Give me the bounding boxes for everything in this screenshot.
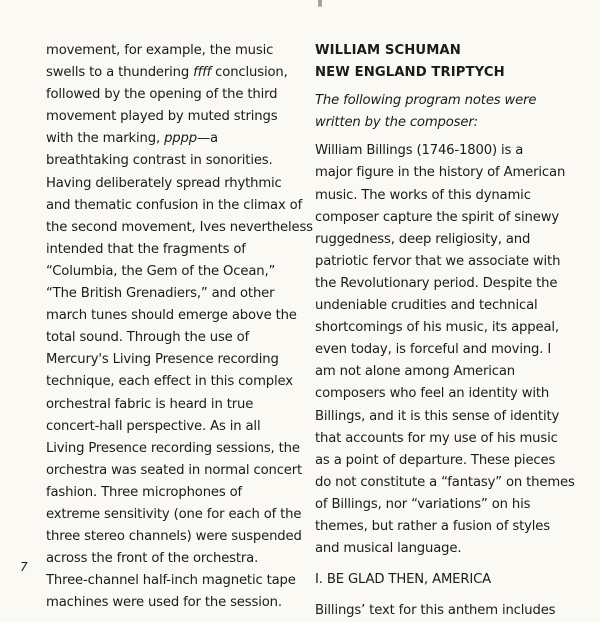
paper-mark <box>318 0 322 7</box>
text-line <box>46 416 298 438</box>
article-title: WILLIAM SCHUMAN <box>315 43 461 58</box>
text-line: and musical language. <box>315 541 462 557</box>
text-line: am not alone among American <box>315 364 516 380</box>
text-segment: conclusion, <box>211 65 288 81</box>
text-line: the Revolutionary period. Despite the <box>315 275 558 291</box>
text-line: ruggedness, deep religiosity, and <box>315 231 531 247</box>
text-line: do not constitute a “fantasy” on themes <box>315 474 575 490</box>
text-line <box>46 327 298 349</box>
text-segment: breathtaking contrast in sonorities. <box>46 153 273 169</box>
text-line: even today, is forceful and moving. I <box>315 342 552 358</box>
text-line <box>46 349 298 371</box>
text-line <box>46 570 298 592</box>
text-line <box>46 394 298 416</box>
text-line: that accounts for my use of his music <box>315 430 558 446</box>
text-segment: march tunes should emerge above the <box>46 308 297 324</box>
intro-text-line: The following program notes were <box>315 93 537 109</box>
text-segment: with the marking, <box>46 131 165 147</box>
text-line <box>46 150 298 172</box>
text-line: Billings, and it is this sense of identity <box>315 408 560 424</box>
text-line <box>46 283 298 305</box>
text-segment: “The British Grenadiers,” and other <box>46 286 275 302</box>
text-segment: three stereo channels) were suspended <box>46 529 302 545</box>
text-line <box>46 371 298 393</box>
text-segment: extreme sensitivity (one for each of the <box>46 506 302 522</box>
text-line <box>46 460 303 482</box>
text-line: composers who feel an identity with <box>315 386 550 402</box>
text-segment: technique, each effect in this complex <box>46 374 293 390</box>
text-line <box>46 305 298 327</box>
text-segment: Mercury's Living Presence recording <box>46 352 279 368</box>
text-line <box>46 62 298 84</box>
intro-text-line: written by the composer: <box>315 115 478 131</box>
text-segment: followed by the opening of the third <box>46 87 278 103</box>
text-segment: Three-channel half-inch magnetic tape <box>46 573 296 589</box>
text-segment: machines were used for the session. <box>46 595 282 611</box>
dynamic-marking: pppp <box>164 131 197 147</box>
section-text-line: Billings’ text for this anthem includes <box>315 603 556 619</box>
text-segment: total sound. Through the use of <box>46 330 250 346</box>
text-line: themes, but rather a fusion of styles <box>315 518 550 534</box>
text-line: as a point of departure. These pieces <box>315 452 556 468</box>
text-line: major figure in the history of American <box>315 165 566 181</box>
text-segment: movement, for example, the music <box>46 43 274 58</box>
right-column <box>315 40 573 622</box>
text-segment: orchestra was seated in normal concert <box>46 462 303 478</box>
text-line <box>46 128 298 150</box>
text-segment: movement played by muted strings <box>46 109 278 125</box>
text-segment: orchestral fabric is heard in true <box>46 396 254 412</box>
text-line <box>46 195 303 217</box>
text-line <box>46 592 298 614</box>
text-line: music. The works of this dynamic <box>315 187 531 203</box>
text-line <box>46 482 298 504</box>
text-line <box>46 239 298 261</box>
text-line <box>46 217 313 239</box>
text-line <box>46 526 302 548</box>
text-segment: Living Presence recording sessions, the <box>46 440 300 456</box>
text-segment: swells to a thundering <box>46 65 194 81</box>
text-line <box>46 261 298 283</box>
dynamic-marking: ffff <box>193 65 212 81</box>
text-segment: across the front of the orchestra. <box>46 551 259 567</box>
text-line <box>46 40 298 62</box>
article-subtitle: NEW ENGLAND TRIPTYCH <box>315 65 505 81</box>
text-segment: fashion. Three microphones of <box>46 484 243 500</box>
text-line: William Billings (1746-1800) is a <box>315 143 524 159</box>
section-heading: I. BE GLAD THEN, AMERICA <box>315 572 492 588</box>
left-column <box>46 40 313 614</box>
text-line <box>46 173 298 195</box>
text-line: of Billings, nor “variations” on his <box>315 496 531 512</box>
text-line: patriotic fervor that we associate with <box>315 253 561 269</box>
text-segment: the second movement, Ives nevertheless <box>46 219 313 235</box>
text-line <box>46 438 298 460</box>
text-line <box>46 504 302 526</box>
text-segment: intended that the fragments of <box>46 241 246 257</box>
text-segment: and thematic confusion in the climax of <box>46 197 303 213</box>
text-line <box>46 106 298 128</box>
text-line <box>46 84 298 106</box>
text-line: undeniable crudities and technical <box>315 298 538 314</box>
body-paragraph <box>315 140 573 560</box>
text-segment: “Columbia, the Gem of the Ocean,” <box>46 263 276 279</box>
text-segment: —a <box>196 131 218 147</box>
text-line: composer capture the spirit of sinewy <box>315 209 560 225</box>
page-number: 7 <box>20 560 28 574</box>
text-line: shortcomings of his music, its appeal, <box>315 320 559 336</box>
text-line <box>46 548 298 570</box>
text-segment: concert-hall perspective. As in all <box>46 418 261 434</box>
text-segment: Having deliberately spread rhythmic <box>46 175 282 191</box>
